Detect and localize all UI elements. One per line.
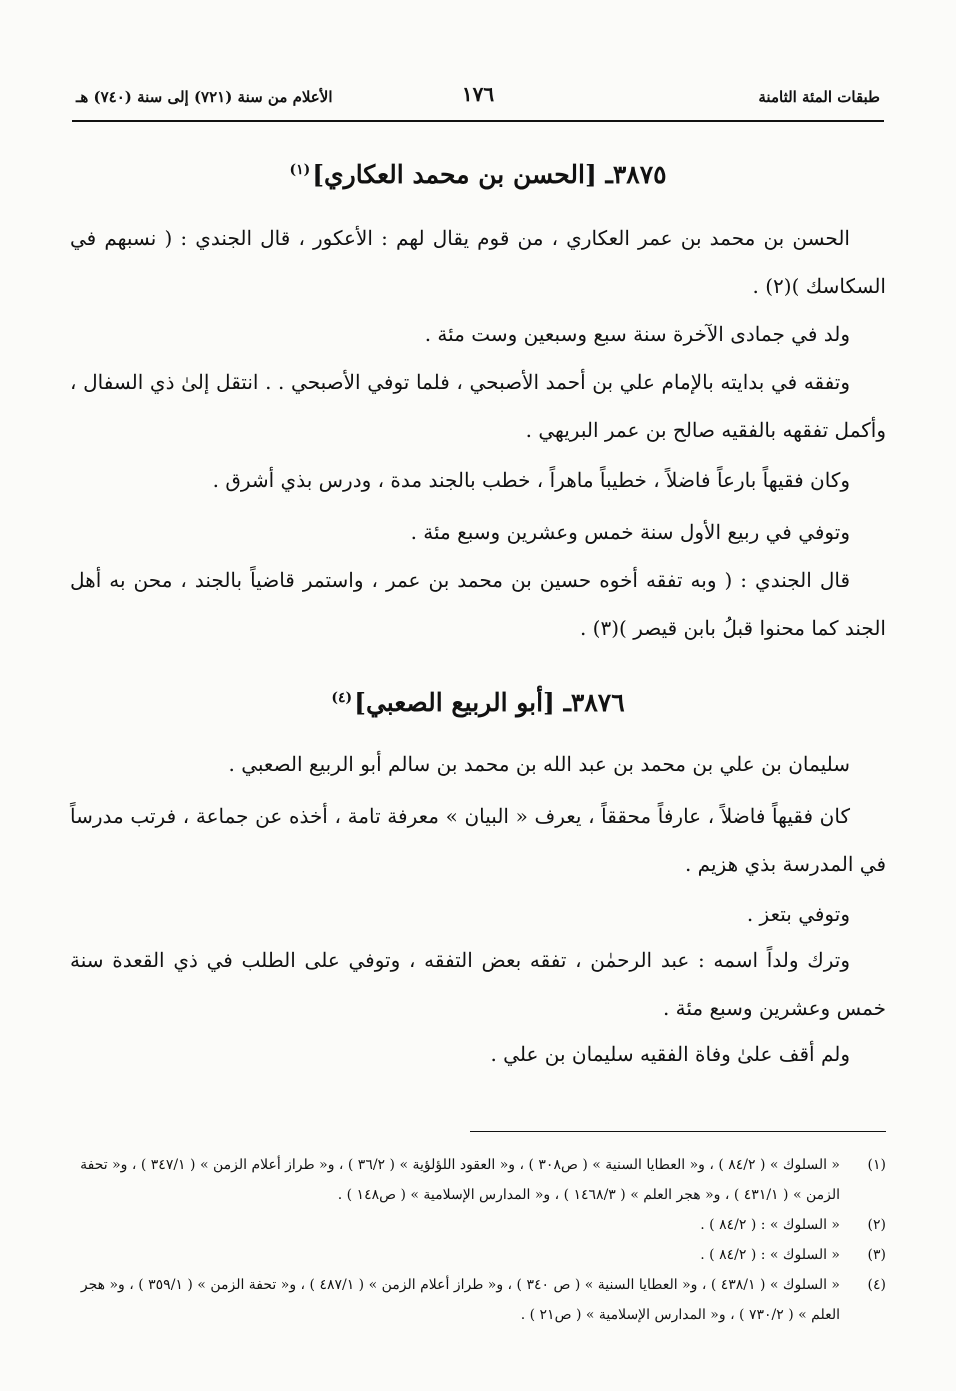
entry-footnote-mark: (١) <box>289 161 311 178</box>
entry-title-text: ٣٨٧٦ـ [أبو الربيع الصعبي] <box>354 688 625 717</box>
entry-paragraph: وكان فقيهاً بارعاً فاضلاً ، خطيباً ماهراً ، خطب بالجند مدة ، ودرس بذي أشرق . <box>212 468 850 492</box>
footnote <box>70 1240 886 1270</box>
footnote-number: (٣) <box>867 1247 886 1263</box>
entry-paragraph: كان فقيهاً فاضلاً ، عارفاً محققاً ، يعرف « البيان » معرفة تامة ، أخذه عن جماعة ، فرتب مدرساً في المدرسة بذي هزيم . <box>70 804 886 876</box>
entry-paragraph: وتوفي بتعز . <box>746 902 850 926</box>
footnote-text: « السلوك » : ( ٨٤/٢ ) . <box>700 1217 840 1233</box>
entry-footnote-mark: (٤) <box>331 689 353 706</box>
footnote-text: « السلوك » : ( ٨٤/٢ ) . <box>700 1247 840 1263</box>
footnote-separator <box>470 1131 886 1132</box>
footnotes <box>70 1150 886 1330</box>
footnote-number: (١) <box>867 1157 886 1173</box>
page-number: ١٧٦ <box>461 82 495 106</box>
entry-title-3876 <box>0 688 956 717</box>
entry-title-3875 <box>0 160 956 189</box>
footnote-text: « السلوك » ( ٤٣٨/١ ) ، و« العطايا السنية » ( ص ٣٤٠ ) ، و« طراز أعلام الزمن » ( ٤٨٧/١ ) ، و« تحفة الزمن » ( ٣٥٩/١ ) ، و« هجر العلم » ( ٧٣٠/٢ ) ، و« المدارس الإسلامية » ( ص٢١ ) . <box>80 1277 840 1323</box>
entry-paragraph: ولم أقف علىٰ وفاة الفقيه سليمان بن علي . <box>490 1042 850 1066</box>
footnote-number: (٤) <box>867 1277 886 1293</box>
entry-paragraph: قال الجندي : ( وبه تفقه أخوه حسين بن محمد بن عمر ، واستمر قاضياً بالجند ، محن به أهل الجند كما محنوا قبلُ بابن قيصر )(٣) . <box>70 568 886 640</box>
entry-paragraph: الحسن بن محمد بن عمر العكاري ، من قوم يقال لهم : الأعكور ، قال الجندي : ( نسبهم في السكاسك )(٢) . <box>70 226 886 298</box>
footnote <box>70 1270 886 1330</box>
header-section-title: طبقات المئة الثامنة <box>758 88 880 106</box>
entry-title-text: ٣٨٧٥ـ [الحسن بن محمد العكاري] <box>312 160 667 189</box>
entry-paragraph: ولد في جمادى الآخرة سنة سبع وسبعين وست مئة . <box>424 322 850 346</box>
entry-paragraph: وتفقه في بدايته بالإمام علي بن أحمد الأصبحي ، فلما توفي الأصبحي . . انتقل إلىٰ ذي السفال ، وأكمل تفقهه بالفقيه صالح بن عمر البريهي . <box>70 370 886 442</box>
footnote-text: « السلوك » ( ٨٤/٢ ) ، و« العطايا السنية » ( ص٣٠٨ ) ، و« العقود اللؤلؤية » ( ٣٦/٢ ) ، و« طراز أعلام الزمن » ( ٣٤٧/١ ) ، و« تحفة الزمن » ( ٤٣١/١ ) ، و« هجر العلم » ( ١٤٦٨/٣ ) ، و« المدارس الإسلامية » ( ص١٤٨ ) . <box>80 1157 840 1203</box>
entry-paragraph: وترك ولداً اسمه : عبد الرحمٰن ، تفقه بعض التفقه ، وتوفي على الطلب في ذي القعدة سنة خمس وعشرين وسبع مئة . <box>70 948 886 1020</box>
footnote <box>70 1150 886 1210</box>
running-header <box>72 80 884 122</box>
footnote <box>70 1210 886 1240</box>
entry-paragraph: سليمان بن علي بن محمد بن عبد الله بن محمد بن سالم أبو الربيع الصعبي . <box>228 752 850 776</box>
entry-paragraph: وتوفي في ربيع الأول سنة خمس وعشرين وسبع مئة . <box>410 520 850 544</box>
footnote-number: (٢) <box>867 1217 886 1233</box>
header-period-title: الأعلام من سنة (٧٢١) إلى سنة (٧٤٠) هـ <box>76 88 333 106</box>
